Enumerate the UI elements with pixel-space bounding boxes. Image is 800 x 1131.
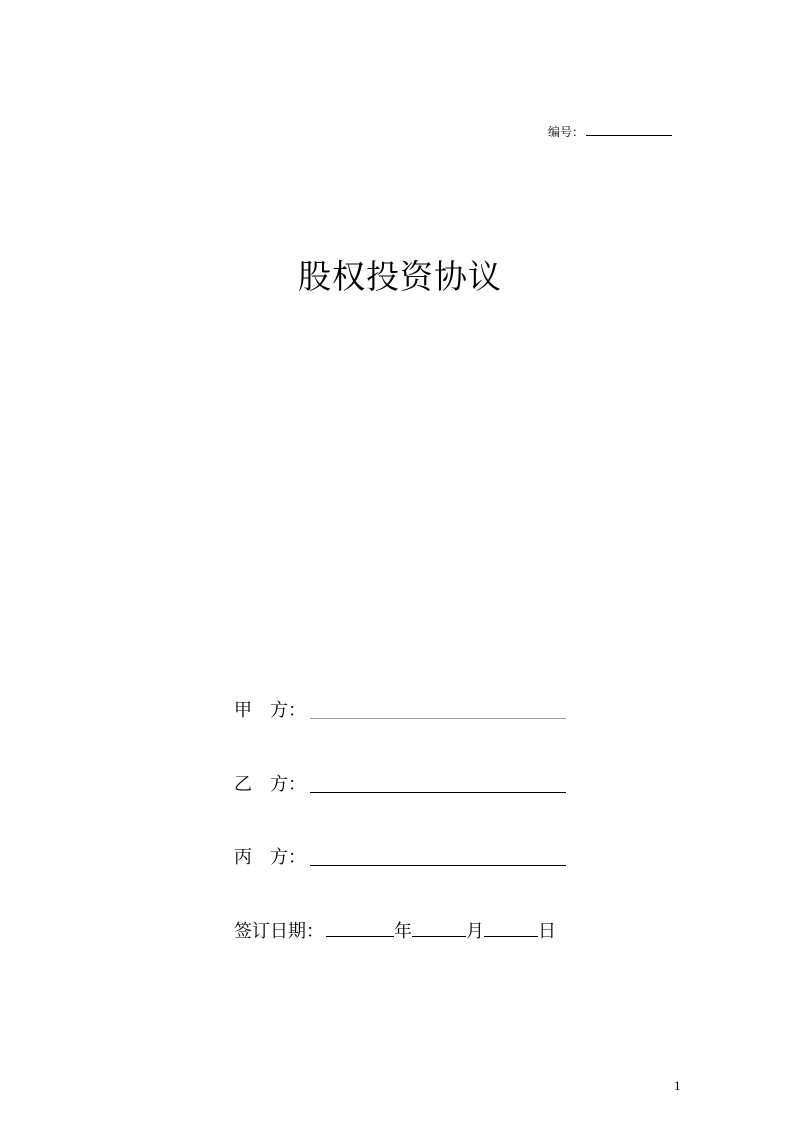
year-blank [326,918,394,937]
document-title: 股权投资协议 [298,257,502,296]
party-c-label: 丙 方： [234,847,306,868]
party-c-field [234,846,308,870]
serial-number-blank [586,123,672,136]
day-label: 日 [538,921,556,942]
month-blank [412,918,466,937]
party-b-field [234,773,308,797]
year-label: 年 [394,921,412,942]
sign-date-label: 签订日期： [234,921,324,942]
party-a-label: 甲 方： [234,700,306,721]
sign-date-field [234,918,556,944]
serial-number-label: 编号： [548,125,585,139]
party-a-blank [310,718,566,719]
party-b-blank [310,792,566,793]
serial-number-field [548,123,672,140]
page-number: 1 [674,1078,681,1093]
party-a-field [234,699,308,723]
day-blank [484,918,538,937]
party-b-label: 乙 方： [234,774,306,795]
party-c-blank [310,865,566,866]
month-label: 月 [466,921,484,942]
